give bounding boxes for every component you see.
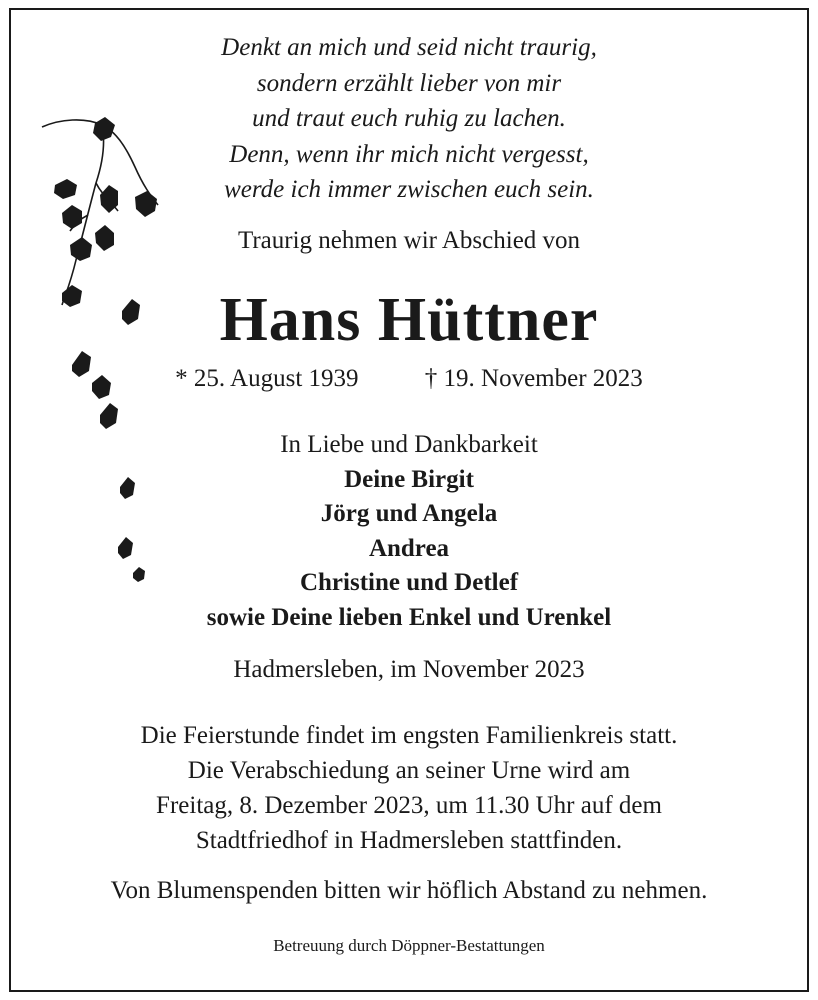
- undertaker-credit: Betreuung durch Döppner-Bestattungen: [273, 936, 545, 955]
- info-line: Freitag, 8. Dezember 2023, um 11.30 Uhr auf dem: [156, 792, 662, 819]
- mourner-name: Jörg und Angela: [320, 500, 498, 527]
- memorial-poem: [0, 30, 818, 208]
- mourner-name: Christine und Detlef: [299, 569, 519, 596]
- poem-line: werde ich immer zwischen euch sein.: [224, 176, 594, 203]
- farewell-intro: Traurig nehmen wir Abschied von: [237, 227, 581, 254]
- poem-line: und traut euch ruhig zu lachen.: [252, 105, 566, 132]
- mourner-name: Deine Birgit: [344, 465, 474, 493]
- mourner-name: sowie Deine lieben Enkel und Urenkel: [206, 603, 612, 631]
- mourners-intro: In Liebe und Dankbarkeit: [280, 431, 538, 458]
- birth-date: * 25. August 1939: [175, 365, 359, 392]
- mourners-list: [0, 428, 818, 635]
- info-line: Die Feierstunde findet im engsten Familienkreis statt.: [140, 722, 678, 749]
- poem-line: Denkt an mich und seid nicht traurig,: [221, 34, 597, 61]
- mourner-name: Andrea: [368, 534, 450, 562]
- ceremony-info: [0, 718, 818, 858]
- death-date: † 19. November 2023: [424, 365, 643, 392]
- place-and-date: Hadmersleben, im November 2023: [233, 656, 585, 683]
- flowers-note: Von Blumenspenden bitten wir höflich Abstand zu nehmen.: [110, 877, 708, 904]
- deceased-name: Hans Hüttner: [219, 286, 599, 354]
- info-line: Stadtfriedhof in Hadmersleben stattfinden.: [195, 827, 623, 854]
- life-dates: [0, 365, 818, 393]
- info-line: Die Verabschiedung an seiner Urne wird am: [187, 757, 631, 784]
- poem-line: sondern erzählt lieber von mir: [256, 69, 562, 97]
- poem-line: Denn, wenn ihr mich nicht vergesst,: [229, 140, 589, 168]
